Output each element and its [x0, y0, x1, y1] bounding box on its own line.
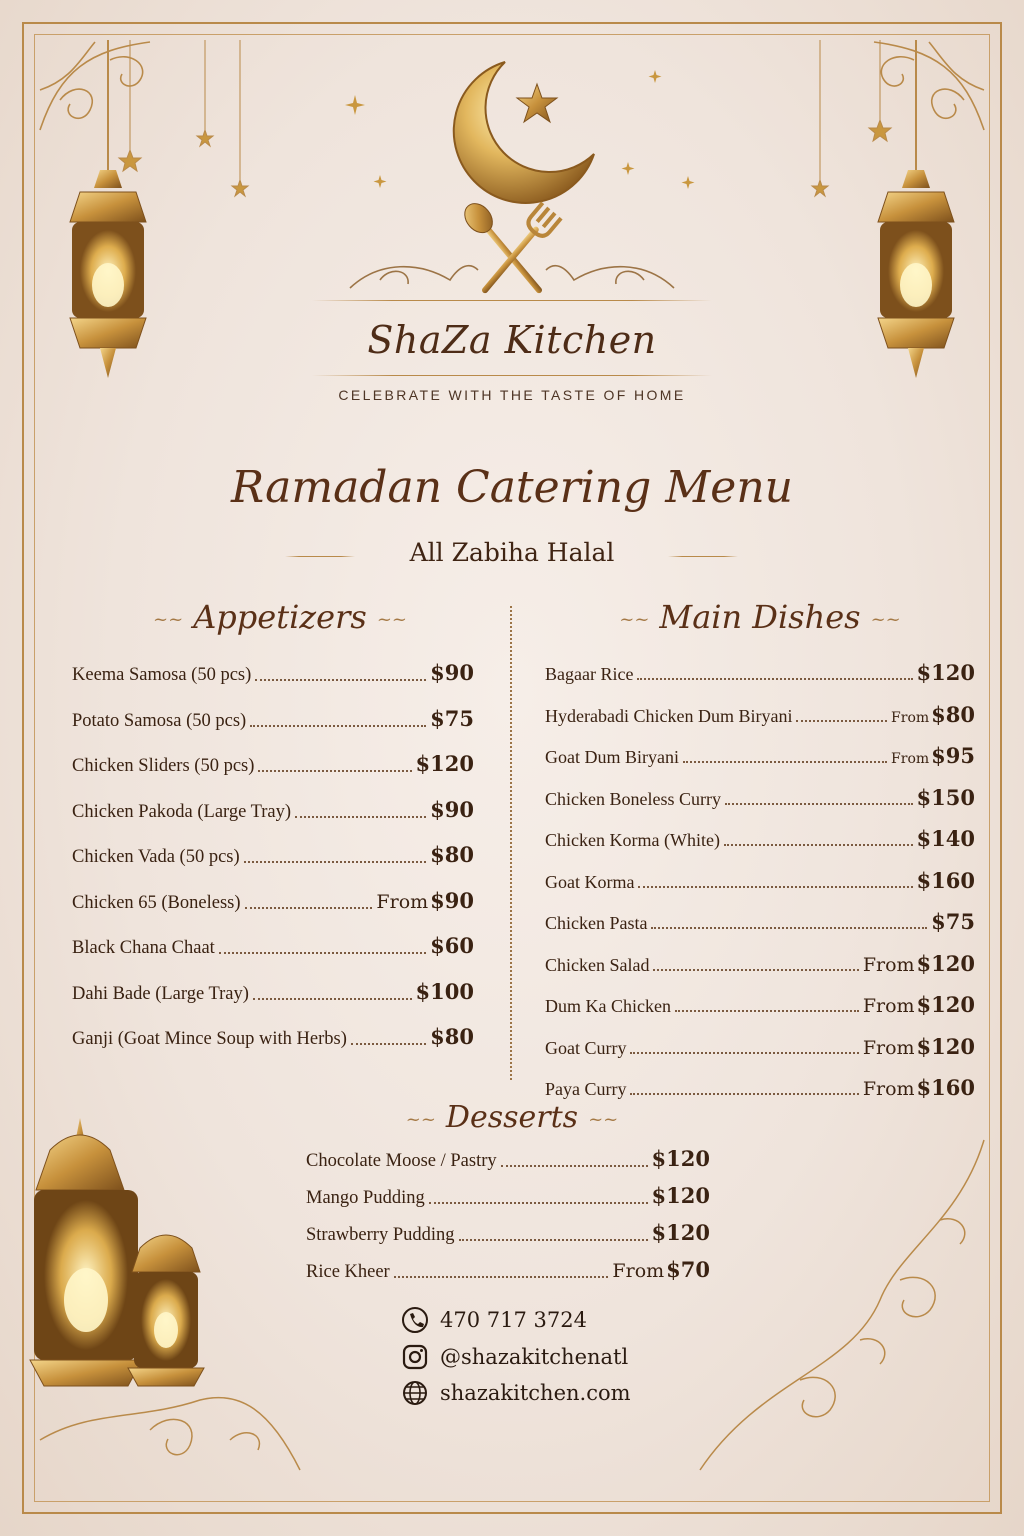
menu-item-price: $80 — [430, 1024, 474, 1049]
menu-item-price: $120 — [916, 1033, 975, 1059]
menu-item — [545, 951, 975, 976]
menu-item — [545, 868, 975, 893]
desserts-title: Desserts — [445, 1100, 579, 1135]
corner-flourish-bottom-right — [700, 1140, 984, 1470]
menu-item — [306, 1257, 710, 1283]
dot-leader — [630, 1092, 858, 1095]
menu-item — [72, 660, 474, 686]
dot-leader — [796, 719, 887, 722]
page-title: Ramadan Catering Menu — [230, 462, 794, 513]
dot-leader — [295, 815, 426, 818]
dot-leader — [258, 769, 411, 772]
menu-item-name: Paya Curry — [545, 1079, 627, 1099]
menu-item-price: $95 — [931, 743, 975, 768]
menu-item-price: $100 — [415, 978, 474, 1004]
menu-item-name: Strawberry Pudding — [306, 1225, 455, 1245]
menu-item-price: $120 — [651, 1146, 710, 1171]
menu-item — [72, 751, 474, 777]
menu-item-name: Rice Kheer — [306, 1262, 390, 1282]
menu-item-from: From — [891, 709, 930, 726]
menu-item-price: $70 — [666, 1257, 710, 1282]
menu-item-from: From — [891, 751, 930, 767]
dot-leader — [351, 1042, 426, 1045]
menu-item-name: Bagaar Rice — [545, 664, 634, 684]
menu-item-price: $120 — [916, 660, 975, 685]
menu-item — [545, 743, 975, 768]
menu-item-price: $60 — [430, 933, 474, 958]
menu-item-price: $80 — [931, 701, 975, 727]
menu-item — [545, 785, 975, 810]
corner-flourish-bottom-left — [40, 1398, 300, 1470]
menu-item — [545, 1075, 975, 1100]
menu-item-from: From — [612, 1260, 665, 1282]
menu-item-name: Chocolate Moose / Pastry — [306, 1151, 497, 1171]
globe-icon — [400, 1378, 430, 1408]
star-icon — [517, 84, 557, 122]
menu-item — [72, 842, 474, 868]
swash-right-icon: ~~ — [588, 1108, 619, 1130]
contact-instagram[interactable] — [400, 1342, 628, 1372]
menu-item — [545, 660, 975, 685]
menu-item — [545, 702, 975, 727]
menu-item-price: $120 — [651, 1220, 710, 1245]
menu-item-price: $160 — [916, 1075, 975, 1100]
menu-item-name: Chicken Pakoda (Large Tray) — [72, 801, 292, 822]
dot-leader — [253, 997, 412, 1000]
menu-item — [72, 933, 474, 959]
website-url: shazakitchen.com — [440, 1381, 631, 1405]
contact-website[interactable] — [400, 1378, 631, 1408]
menu-item-name: Chicken Boneless Curry — [545, 788, 721, 809]
menu-item-name: Chicken Pasta — [545, 913, 648, 933]
instagram-icon — [400, 1342, 430, 1372]
phone-number: 470 717 3724 — [440, 1308, 587, 1332]
dot-leader — [394, 1275, 609, 1278]
menu-item — [306, 1220, 710, 1246]
menu-item-name: Black Chana Chaat — [72, 938, 215, 958]
menu-item-price: $120 — [651, 1183, 710, 1208]
menu-item-price: $120 — [916, 950, 975, 976]
menu-item-price: $75 — [931, 909, 975, 934]
appetizers-title: Appetizers — [193, 598, 367, 636]
main-dishes-heading — [545, 598, 975, 636]
menu-item-price: $140 — [916, 826, 975, 851]
dot-leader — [250, 724, 426, 727]
menu-item-from: From — [862, 953, 915, 976]
dot-leader — [219, 951, 426, 954]
menu-item-price: $90 — [430, 796, 474, 822]
corner-flourish-top-right — [874, 42, 984, 130]
column-divider — [510, 606, 512, 1080]
filigree-divider — [350, 266, 674, 288]
menu-item-name: Mango Pudding — [306, 1188, 425, 1208]
menu-item-name: Chicken 65 (Boneless) — [72, 892, 241, 913]
menu-item-from: From — [862, 1078, 915, 1100]
dot-leader — [683, 760, 887, 763]
menu-item-price: $120 — [916, 992, 975, 1017]
dot-leader — [651, 926, 927, 929]
menu-item — [545, 992, 975, 1017]
menu-item-name: Chicken Korma (White) — [545, 830, 720, 850]
menu-item — [72, 888, 474, 914]
menu-item-price: $90 — [430, 887, 474, 913]
menu-item-name: Goat Curry — [545, 1037, 627, 1058]
dot-leader — [653, 968, 858, 971]
menu-item-name: Chicken Sliders (50 pcs) — [72, 756, 255, 776]
phone-icon — [400, 1305, 430, 1335]
dot-leader — [255, 678, 426, 681]
menu-item — [545, 909, 975, 934]
menu-item-name: Chicken Vada (50 pcs) — [72, 847, 240, 867]
dot-leader — [630, 1051, 858, 1054]
swash-left-icon: ~~ — [153, 609, 184, 630]
fork-spoon-icon — [459, 198, 561, 300]
menu-item-name: Keema Samosa (50 pcs) — [72, 665, 252, 685]
menu-item-from: From — [862, 1036, 915, 1059]
dot-leader — [459, 1238, 648, 1241]
menu-item — [545, 826, 975, 851]
brand-name: ShaZa Kitchen — [367, 318, 657, 362]
desserts-heading — [300, 1100, 724, 1135]
menu-item-price: $160 — [916, 867, 975, 893]
menu-item-from: From — [376, 890, 429, 913]
appetizers-heading — [80, 598, 480, 636]
dot-leader — [244, 860, 427, 863]
menu-item — [72, 1024, 474, 1050]
swash-left-icon: ~~ — [619, 609, 650, 630]
menu-item-from: From — [862, 995, 915, 1017]
menu-item-price: $150 — [916, 784, 975, 810]
menu-item — [72, 979, 474, 1005]
menu-item-name: Dahi Bade (Large Tray) — [72, 983, 249, 1004]
corner-flourish-top-left — [40, 42, 150, 130]
menu-item-name: Ganji (Goat Mince Soup with Herbs) — [72, 1029, 347, 1049]
brand-tagline: CELEBRATE WITH THE TASTE OF HOME — [338, 387, 686, 403]
menu-item — [545, 1034, 975, 1059]
menu-item-name: Goat Dum Biryani — [545, 747, 679, 767]
menu-item — [72, 797, 474, 823]
dot-leader — [637, 677, 912, 680]
swash-right-icon: ~~ — [376, 609, 407, 630]
crescent-moon-icon — [454, 62, 594, 203]
menu-item-name: Goat Korma — [545, 871, 635, 892]
menu-item-price: $80 — [430, 842, 474, 867]
dot-leader — [429, 1201, 648, 1204]
menu-item — [306, 1183, 710, 1209]
page-subtitle: All Zabiha Halal — [409, 538, 615, 567]
brand-rule-top — [312, 300, 712, 301]
brand-rule-bottom — [312, 375, 712, 376]
swash-left-icon: ~~ — [405, 1108, 436, 1130]
dot-leader — [725, 802, 913, 805]
dot-leader — [724, 843, 913, 846]
menu-item — [306, 1146, 710, 1172]
menu-item-price: $120 — [415, 751, 474, 776]
menu-item-price: $75 — [430, 705, 474, 731]
contact-phone[interactable] — [400, 1305, 587, 1335]
menu-item-name: Chicken Salad — [545, 954, 650, 975]
dot-leader — [501, 1164, 648, 1167]
menu-item — [72, 706, 474, 732]
menu-item-price: $90 — [430, 660, 474, 685]
instagram-handle: @shazakitchenatl — [440, 1345, 629, 1369]
dot-leader — [638, 885, 912, 888]
menu-item-name: Dum Ka Chicken — [545, 996, 671, 1016]
menu-item-name: Hyderabadi Chicken Dum Biryani — [545, 705, 793, 726]
dot-leader — [675, 1009, 859, 1012]
menu-item-name: Potato Samosa (50 pcs) — [72, 710, 247, 731]
dot-leader — [245, 906, 373, 909]
main-dishes-title: Main Dishes — [659, 598, 861, 636]
swash-right-icon: ~~ — [870, 609, 901, 630]
